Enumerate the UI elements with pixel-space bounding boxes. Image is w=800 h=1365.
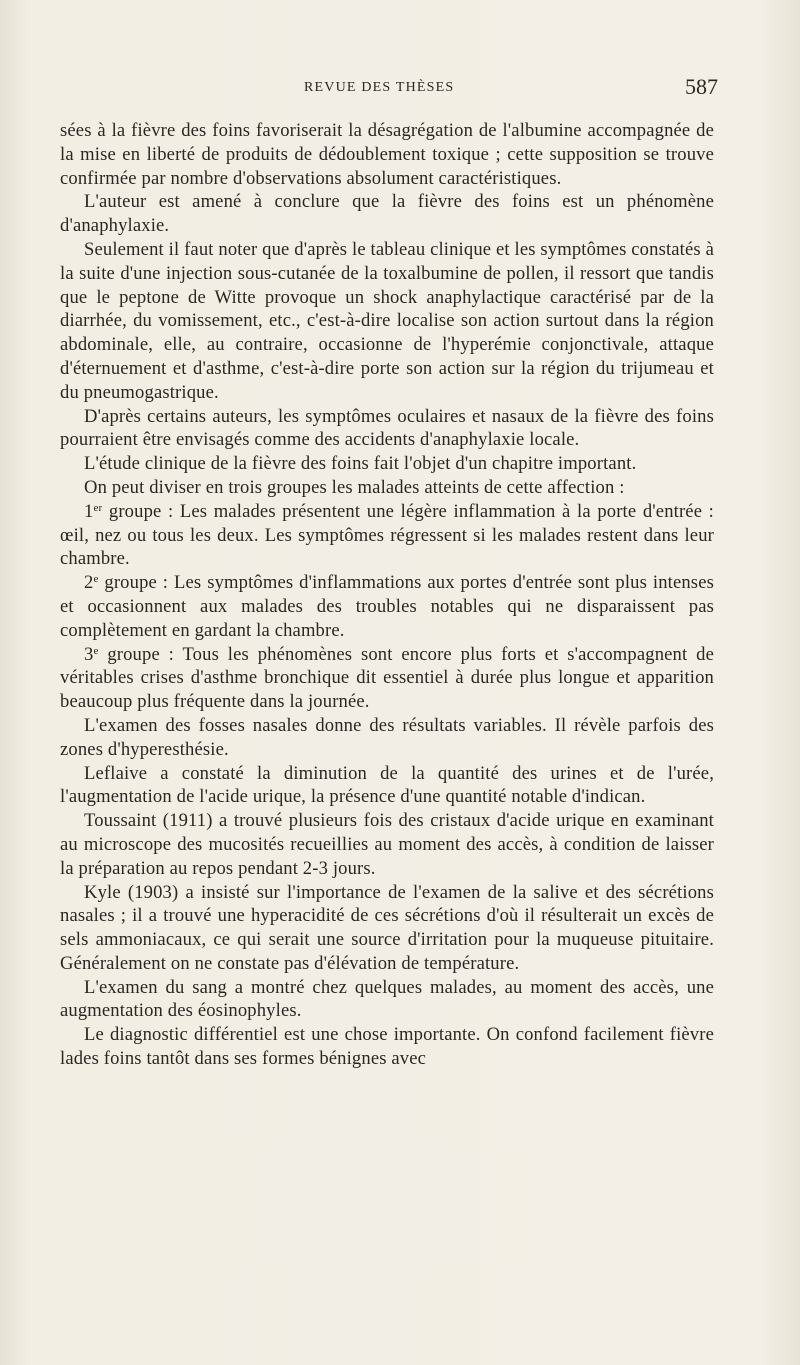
group-2-number: 2 bbox=[84, 572, 94, 594]
paragraph-blood-exam: L'examen du sang a montré chez quelques malades, au moment des accès, une augmentation des éosinophyles. bbox=[60, 976, 714, 1022]
body-text bbox=[60, 119, 714, 1071]
paragraph-differential-diagnosis: Le diagnostic différentiel est une chose importante. On confond facilement fièvre lades foins tantôt dans ses formes bénignes avec bbox=[60, 1024, 714, 1070]
paragraph-clinical-picture: Seulement il faut noter que d'après le tableau clinique et les symptômes constatés à la suite d'une injection sous-cutanée de la toxalbumine de pollen, il ressort que tandis que le peptone de Witte provoque un shock anaphylactique caractérisé par de la diarrhée, du vomissement, etc., c'est-à-dire localise son action surtout dans la région abdominale, elle, au contraire, occasionne de l'hyperémie conjonctivale, attaque d'éternuement et d'asthme, c'est-à-dire porte son action sur la région du trijumeau et du pneumogastrique. bbox=[60, 238, 714, 403]
paragraph-clinical-study: L'étude clinique de la fièvre des foins fait l'objet d'un chapitre important. bbox=[84, 453, 637, 475]
paragraph-group-2 bbox=[60, 571, 714, 642]
paragraph-conclusion: L'auteur est amené à conclure que la fièvre des foins est un phénomène d'anaphylaxie. bbox=[60, 191, 714, 237]
paragraph-kyle: Kyle (1903) a insisté sur l'importance de l'examen de la salive et des sécrétions nasales ; il a trouvé une hyperacidité de ces sécrétions d'où il résulterait un excès de sels ammoniacaux, ce qui serait une source d'irritation pour la muqueuse pituitaire. Généralement on ne constate pas d'élévation de température. bbox=[60, 881, 714, 974]
paragraph-group-3 bbox=[60, 643, 714, 714]
running-head: REVUE DES THÈSES bbox=[304, 80, 455, 95]
paragraph-toussaint: Toussaint (1911) a trouvé plusieurs fois des cristaux d'acide urique en examinant au microscope des mucosités recueillies au moment des accès, à condition de laisser la préparation au repos pendant 2-3 jours. bbox=[60, 810, 714, 879]
paragraph-three-groups: On peut diviser en trois groupes les malades atteints de cette affection : bbox=[84, 476, 625, 498]
paragraph-leflaive: Leflaive a constaté la diminution de la quantité des urines et de l'urée, l'augmentation de l'acide urique, la présence d'une quantité notable d'indican. bbox=[60, 762, 714, 808]
group-2-text: groupe : Les symptômes d'inflammations aux portes d'entrée sont plus intenses et occasionnent aux malades des troubles notables qui ne disparaissent pas complètement en gardant la chambre. bbox=[60, 572, 714, 641]
paragraph-continued: sées à la fièvre des foins favoriserait la désagrégation de l'albumine accompagnée de la mise en liberté de produits de dédoublement toxique ; cette supposition se trouve confirmée par nombre d'observations absolument caractéristiques. bbox=[60, 120, 714, 189]
page-number: 587 bbox=[685, 74, 718, 99]
page-header bbox=[60, 74, 720, 104]
group-3-number: 3 bbox=[84, 643, 94, 665]
group-3-ordinal: e bbox=[93, 644, 99, 657]
group-2-ordinal: e bbox=[93, 573, 99, 586]
group-1-ordinal: er bbox=[93, 501, 103, 514]
group-1-text: groupe : Les malades présentent une légère inflammation à la porte d'entrée : œil, nez ou tous les deux. Les symptômes régressent si les malades restent dans leur chambre. bbox=[60, 500, 714, 570]
paragraph-group-1 bbox=[60, 500, 714, 571]
group-3-text: groupe : Tous les phénomènes sont encore plus forts et s'accompagnent de véritables crises d'asthme bronchique dit essentiel à durée plus longue et apparition beaucoup plus fréquente dans la journée. bbox=[60, 643, 714, 713]
paragraph-local-anaphylaxis: D'après certains auteurs, les symptômes oculaires et nasaux de la fièvre des foins pourraient être envisagés comme des accidents d'anaphylaxie locale. bbox=[60, 405, 714, 451]
group-1-number: 1 bbox=[84, 500, 94, 522]
paragraph-nasal-exam: L'examen des fosses nasales donne des résultats variables. Il révèle parfois des zones d'hyperesthésie. bbox=[60, 714, 714, 760]
